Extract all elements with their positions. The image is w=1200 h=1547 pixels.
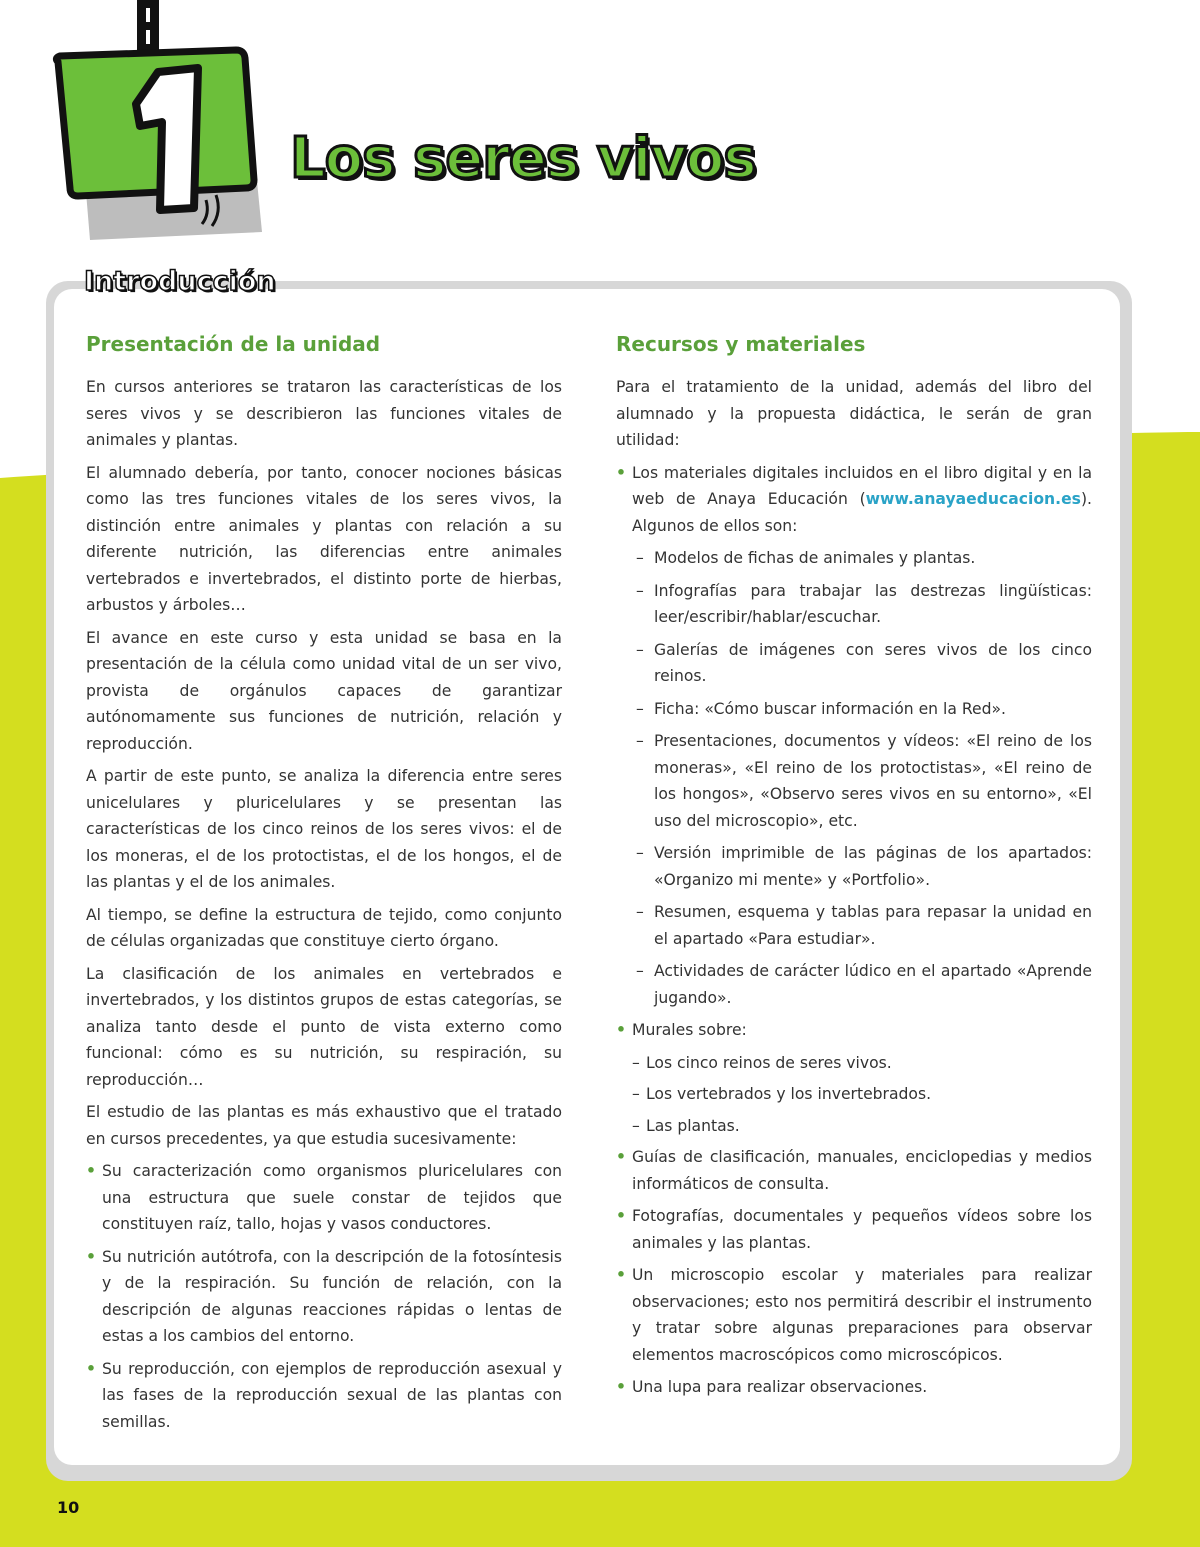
list-item: • Fotografías, documentales y pequeños vídeos sobre los animales y las plantas. [616,1203,1092,1256]
sub-list-item: – Presentaciones, documentos y vídeos: «El reino de los moneras», «El reino de los protoctistas», «El reino de los hongos», «Observo seres vivos en su entorno», «El uso del microscopio», etc. [616,728,1092,834]
sub-list-item: – Modelos de fichas de animales y plantas. [616,545,1092,572]
sub-list-item: – Actividades de carácter lúdico en el apartado «Aprende jugando». [616,958,1092,1011]
sub-list-item: – Ficha: «Cómo buscar información en la Red». [616,696,1092,723]
list-item: • Su caracterización como organismos pluricelulares con una estructura que suele constar de tejidos que constituyen raíz, tallo, hojas y vasos conductores. [86,1158,562,1238]
paragraph: El alumnado debería, por tanto, conocer nociones básicas como las tres funciones vitales de los seres vivos, la distinción entre animales y plantas con relación a su diferente nutrición, las diferencias entre animales vertebrados e invertebrados, el distinto porte de hierbas, arbustos y árboles… [86,463,562,614]
sub-list-item: – Los cinco reinos de seres vivos. [616,1050,1092,1077]
list-item: • Una lupa para realizar observaciones. [616,1374,1092,1401]
list-item: • Su reproducción, con ejemplos de reproducción asexual y las fases de la reproducción sexual de las plantas con semillas. [86,1356,562,1436]
page-number: 10 [57,1498,80,1517]
paragraph: La clasificación de los animales en vertebrados e invertebrados, y los distintos grupos de estas categorías, se analiza tanto desde el punto de vista externo como funcional: cómo es su nutrición, su respiración, su reproducción… [86,964,562,1089]
list-item: • Su nutrición autótrofa, con la descripción de la fotosíntesis y de la respiración. Su función de relación, con la descripción de algunas reacciones rápidas o lentas de estas a los cambios del entorno. [86,1244,562,1350]
unit-title: Los seres vivos [290,126,756,191]
sub-list-item: – Las plantas. [616,1113,1092,1140]
digital-text-after: ). Algunos de ellos son: [632,490,1092,535]
left-column [86,330,562,1441]
sub-list-item: – Los vertebrados y los invertebrados. [616,1081,1092,1108]
list-item: • Murales sobre: [616,1017,1092,1044]
sub-list-item: – Versión imprimible de las páginas de los apartados: «Organizo mi mente» y «Portfolio». [616,840,1092,893]
paragraph: Al tiempo, se define la estructura de tejido, como conjunto de células organizadas que constituye cierto órgano. [86,905,562,950]
left-heading: Presentación de la unidad [86,332,381,356]
right-heading: Recursos y materiales [616,332,866,356]
list-item: • Un microscopio escolar y materiales para realizar observaciones; esto nos permitirá describir el instrumento y tratar sobre algunas preparaciones para observar elementos macroscópicos como microscópicos. [616,1262,1092,1368]
paragraph: En cursos anteriores se trataron las características de los seres vivos y se describieron las funciones vitales de animales y plantas. [86,378,562,449]
right-column [616,330,1092,1407]
sub-list-item: – Galerías de imágenes con seres vivos de los cinco reinos. [616,637,1092,690]
paragraph: Para el tratamiento de la unidad, además del libro del alumnado y la propuesta didáctica, le serán de gran utilidad: [616,378,1092,449]
paragraph: El estudio de las plantas es más exhaustivo que el tratado en cursos precedentes, ya que estudia sucesivamente: [86,1103,562,1148]
anaya-link[interactable]: www.anayaeducacion.es [865,490,1081,508]
sub-list-item: – Infografías para trabajar las destrezas lingüísticas: leer/escribir/hablar/escuchar. [616,578,1092,631]
paragraph: A partir de este punto, se analiza la diferencia entre seres unicelulares y pluricelulares y se presentan las características de los cinco reinos de los seres vivos: el de los moneras, el de los protoctistas, el de los hongos, el de las plantas y el de los animales. [86,767,562,891]
paragraph: El avance en este curso y esta unidad se basa en la presentación de la célula como unidad vital de un ser vivo, provista de orgánulos capaces de garantizar autónomamente sus funciones de nutrición, relación y reproducción. [86,628,562,753]
sub-list-item: – Resumen, esquema y tablas para repasar la unidad en el apartado «Para estudiar». [616,899,1092,952]
list-item [616,460,1092,540]
list-item: • Guías de clasificación, manuales, enciclopedias y medios informáticos de consulta. [616,1144,1092,1197]
unit-number-badge [40,0,280,250]
digital-text-before: Los materiales digitales incluidos en el libro digital y en la web de Anaya Educación ( [632,463,1092,508]
section-label: Introducción [84,266,276,297]
